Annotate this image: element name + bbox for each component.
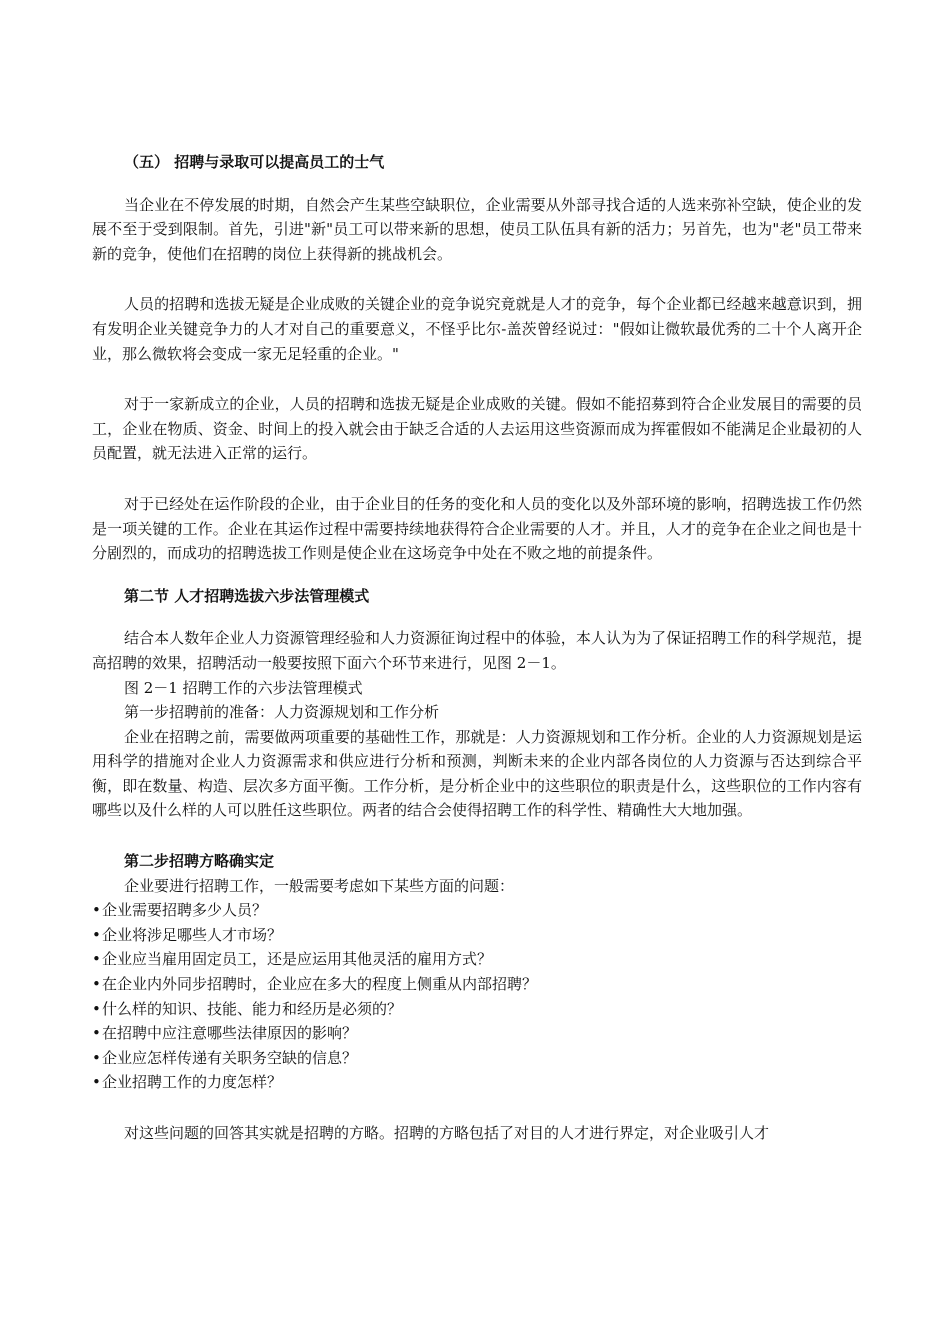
list-item: •什么样的知识、技能、能力和经历是必须的？ — [92, 997, 862, 1022]
bullet-icon: • — [92, 950, 101, 969]
document-page — [92, 150, 862, 1146]
bullet-icon: • — [92, 1024, 101, 1043]
list-item: •企业将涉足哪些人才市场？ — [92, 923, 862, 948]
paragraph: 人员的招聘和选拔无疑是企业成败的关键企业的竞争说究竟就是人才的竞争，每个企业都已经越来越意识到，拥有发明企业关键竞争力的人才对自己的重要意义，不怪乎比尔-盖茨曾经说过："假如让微软最优秀的二十个人离开企业，那么微软将会变成一家无足轻重的企业。" — [92, 295, 862, 363]
step-two-heading: 第二步招聘方略确实定 — [124, 852, 275, 871]
bullet-icon: • — [92, 1073, 101, 1092]
bullet-icon: • — [92, 1048, 101, 1067]
section-heading-five: （五） 招聘与录取可以提高员工的士气 — [124, 153, 385, 171]
bullet-icon: • — [92, 925, 101, 944]
bullet-icon: • — [92, 901, 101, 920]
list-item: •在招聘中应注意哪些法律原因的影响？ — [92, 1021, 862, 1046]
step-two-intro: 企业要进行招聘工作，一般需要考虑如下某些方面的问题： — [124, 876, 515, 895]
question-list — [92, 898, 862, 1095]
list-item: •企业招聘工作的力度怎样？ — [92, 1070, 862, 1095]
paragraph: 对这些问题的回答其实就是招聘的方略。招聘的方略包括了对目的人才进行界定，对企业吸引人才 — [124, 1124, 770, 1142]
paragraph: 企业在招聘之前，需要做两项重要的基础性工作，那就是：人力资源规划和工作分析。企业的人力资源规划是运用科学的措施对企业人力资源需求和供应进行分析和预测，判断未来的企业内部各岗位的人力资源与否达到综合平衡，即在数量、构造、层次多方面平衡。工作分析，是分析企业中的这些职位的职责是什么，这些职位的工作内容有哪些以及什么样的人可以胜任这些职位。两者的结合会使得招聘工作的科学性、精确性大大地加强。 — [92, 727, 862, 820]
paragraph: 当企业在不停发展的时期，自然会产生某些空缺职位，企业需要从外部寻找合适的人选来弥补空缺，使企业的发展不至于受到限制。首先，引进"新"员工可以带来新的思想，使员工队伍具有新的活力；另首先，也为"老"员工带来新的竞争，使他们在招聘的岗位上获得新的挑战机会。 — [92, 195, 862, 263]
paragraph: 对于一家新成立的企业，人员的招聘和选拔无疑是企业成败的关键。假如不能招募到符合企业发展目的需要的员工，企业在物质、资金、时间上的投入就会由于缺乏合适的人去运用这些资源而成为挥霍假如不能满足企业最初的人员配置，就无法进入正常的运行。 — [92, 395, 862, 463]
bullet-icon: • — [92, 999, 101, 1018]
paragraph: 对于已经处在运作阶段的企业，由于企业目的任务的变化和人员的变化以及外部环境的影响，招聘选拔工作仍然是一项关键的工作。企业在其运作过程中需要持续地获得符合企业需要的人才。并且，人才的竞争在企业之间也是十分剧烈的，而成功的招聘选拔工作则是使企业在这场竞争中处在不败之地的前提条件。 — [92, 494, 862, 563]
paragraph: 结合本人数年企业人力资源管理经验和人力资源征询过程中的体验，本人认为为了保证招聘工作的科学规范，提高招聘的效果，招聘活动一般要按照下面六个环节来进行，见图 2－1。 — [92, 629, 862, 672]
bullet-icon: • — [92, 975, 101, 994]
step-one-title: 第一步招聘前的准备：人力资源规划和工作分析 — [124, 703, 440, 722]
list-item: •企业需要招聘多少人员？ — [92, 898, 862, 923]
figure-caption: 图 2－1 招聘工作的六步法管理模式 — [124, 678, 363, 697]
list-item: •企业应怎样传递有关职务空缺的信息？ — [92, 1046, 862, 1071]
list-item: •企业应当雇用固定员工，还是应运用其他灵活的雇用方式？ — [92, 947, 862, 972]
list-item: •在企业内外同步招聘时，企业应在多大的程度上侧重从内部招聘？ — [92, 972, 862, 997]
section-heading-second: 第二节 人才招聘选拔六步法管理模式 — [124, 586, 370, 605]
